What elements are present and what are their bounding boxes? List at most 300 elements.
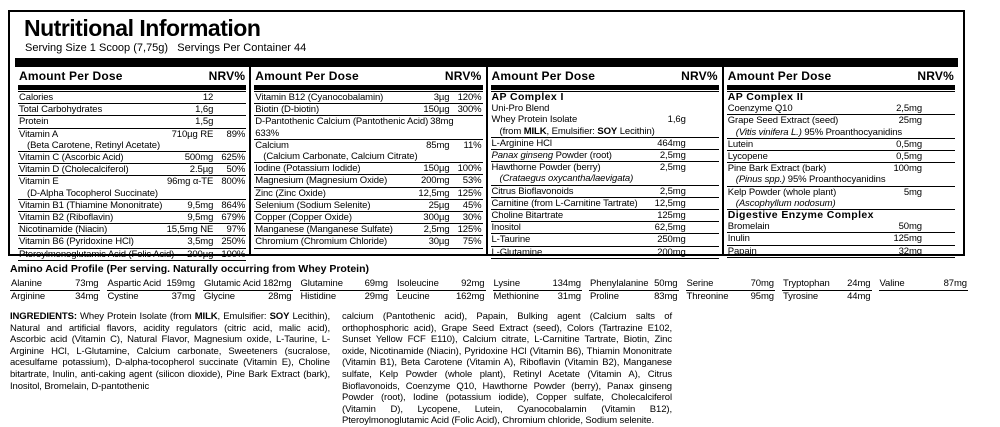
text-segment: L-Arginine HCl (491, 137, 552, 149)
nutrient-amount: 12,5mg (654, 197, 686, 209)
amino-cell (879, 291, 969, 303)
nutrient-nrv: 864% (221, 199, 246, 211)
text-segment: Whey Protein Isolate (491, 114, 578, 126)
nutrition-column-4 (722, 67, 958, 257)
nutrient-label (492, 114, 666, 125)
nutrient-label (19, 164, 188, 175)
nutrient-label (728, 151, 894, 162)
nutrient-row (727, 114, 955, 126)
nutrition-column-2 (249, 67, 485, 254)
nutrient-nrv: 125% (457, 224, 482, 236)
text-segment: SOY (269, 311, 290, 322)
nutrient-sublabel (492, 173, 718, 184)
column-header-bar (254, 85, 482, 90)
nutrient-row (18, 151, 246, 163)
nutrient-row (727, 103, 955, 114)
nutrient-label (728, 115, 897, 126)
nutrition-facts-panel (8, 10, 965, 260)
column-header-bar (727, 85, 955, 90)
text-segment: 95% Proanthocyanidins (785, 174, 886, 186)
nutrient-label (19, 92, 201, 103)
nutrient-subline (18, 188, 246, 199)
nutrient-nrv: 300% (457, 104, 482, 116)
text-segment: , Emulsifier: (217, 311, 270, 322)
column-header (254, 67, 482, 84)
amino-acid-column (300, 278, 390, 303)
nutrient-label (492, 162, 658, 173)
nutrient-row (254, 103, 482, 115)
nutrient-row (727, 150, 955, 162)
nutrient-row (491, 161, 719, 173)
nutrient-row (18, 115, 246, 127)
text-segment: Vitamin A (19, 128, 59, 140)
nutrient-nrv: 45% (462, 199, 482, 211)
nutrient-row (491, 246, 719, 259)
text-segment: Calcium (255, 139, 289, 151)
nutrient-amount: 1,5g (195, 116, 214, 128)
nutrient-sublabel (19, 188, 245, 199)
amino-cell (10, 278, 100, 291)
amino-name: Threonine (686, 291, 729, 302)
amino-name: Cystine (107, 291, 139, 302)
amino-cell (203, 278, 293, 291)
nutrient-label (255, 224, 421, 235)
nutrient-label (728, 103, 894, 114)
amino-acid-column (10, 278, 100, 303)
nutrient-amount: 12 (202, 92, 214, 103)
nrv-header: NRV% (681, 69, 718, 83)
amino-acid-column (203, 278, 293, 303)
text-segment: (Beta Carotene, Retinyl Acetate) (27, 139, 161, 151)
text-segment: Manganese (Manganese Sulfate) (255, 224, 393, 236)
nutrient-row (254, 115, 482, 138)
text-segment: D-Pantothenic Calcium (Pantothenic Acid) (255, 116, 429, 128)
nutrient-amount: 200µg (187, 248, 214, 260)
text-segment: (D-Alpha Tocopherol Succinate) (27, 187, 158, 199)
nutrition-rows (491, 91, 719, 259)
nutrient-amount: 125mg (657, 210, 686, 222)
nutrient-amount: 96mg α-TE (166, 176, 214, 188)
amino-value: 70mg (750, 278, 774, 289)
text-segment: Calories (19, 92, 54, 103)
amino-acid-column (589, 278, 679, 303)
amino-acid-column (107, 278, 197, 303)
amino-name: Isoleucine (397, 278, 439, 289)
nutrient-subline (727, 127, 955, 138)
nutrient-sublabel (255, 151, 481, 162)
nutrient-amount: 2,5mg (659, 185, 686, 197)
text-segment: (Vitis vinifera L.) (735, 126, 802, 138)
text-segment: Pine Bark Extract (bark) (727, 163, 827, 175)
amino-value: 44mg (847, 291, 871, 302)
amount-per-dose-header: Amount Per Dose (19, 69, 123, 83)
text-segment: Lecithin), Natural and artificial flavors, acidity regulators (citric acid, malic acid), Ascorbic acid (Vitamin C), Natural Flavor, Magnesium oxide, L-Taurine, L-Arginine HCl, L-Glutamine, Calcium carbonate, Sweeteners (sucralose, acesulfame potassium), D-alpha-tocopherol succinate (Vitamin E), Choline bitartrate, Inulin, anti-caking agent (silicon dioxide), Pine Bark Extract (bark), Inositol, Bromelain, D-pantothenic (10, 311, 330, 392)
nutrient-row (491, 137, 719, 149)
nutrient-row (491, 103, 719, 114)
section-heading (492, 92, 718, 103)
text-segment: Vitamin D (Cholecalciferol) (19, 164, 129, 176)
nutrient-subline (254, 151, 482, 162)
nutrient-amount: 2,5mg (896, 103, 922, 115)
nutrition-rows (254, 91, 482, 249)
nutrient-row (18, 223, 246, 235)
amino-cell (107, 291, 197, 303)
nutrient-amount: 464mg (657, 137, 686, 149)
column-header (727, 67, 955, 84)
nutrient-row (18, 128, 246, 140)
nutrient-amount: 0,5mg (896, 138, 922, 150)
nutrient-amount: 1,6g (667, 114, 686, 126)
nutrient-row (254, 187, 482, 199)
nutrient-row (254, 91, 482, 103)
amino-name: Valine (879, 278, 905, 289)
nutrient-amount: 32mg (898, 245, 922, 257)
nutrient-label (19, 224, 165, 235)
nutrient-row (727, 162, 955, 174)
nutrient-amount: 2,5mg (423, 224, 450, 236)
column-header-bar (491, 85, 719, 90)
nutrient-label (728, 139, 894, 150)
amino-name: Histidine (300, 291, 337, 302)
nutrient-row (254, 199, 482, 211)
text-segment: MILK (194, 311, 218, 322)
text-segment: Chromium (Chromium Chloride) (255, 236, 388, 248)
amino-value: 134mg (552, 278, 581, 289)
text-segment: Lutein (727, 138, 754, 150)
text-segment: Bromelain (727, 221, 770, 233)
section-heading-row (491, 91, 719, 103)
nutrient-row (254, 235, 482, 248)
nutrient-amount: 710µg RE (171, 128, 214, 140)
nutrient-row (18, 235, 246, 247)
text-segment: Total Carbohydrates (19, 104, 103, 116)
nutrient-amount: 62,5mg (654, 222, 686, 234)
text-segment: Zinc (Zinc Oxide) (255, 187, 326, 199)
amino-name: Leucine (397, 291, 430, 302)
text-segment: Lycopene (727, 151, 768, 163)
text-segment: SOY (597, 125, 618, 137)
amino-name: Phenylalanine (590, 278, 649, 289)
amino-acid-column (879, 278, 969, 303)
nutrient-nrv: 30% (462, 212, 482, 224)
text-segment: Citrus Bioflavonoids (491, 185, 574, 197)
amino-cell (589, 278, 679, 291)
nutrient-row (254, 162, 482, 174)
nutrient-row (491, 185, 719, 197)
amino-cell (493, 291, 583, 303)
nutrient-label (728, 163, 892, 174)
amino-cell (10, 291, 100, 303)
amino-value: 28mg (268, 291, 292, 302)
nutrient-nrv: 633% (255, 127, 280, 139)
section-heading (728, 92, 954, 103)
nutrient-label (255, 200, 426, 211)
ingredients-column-1 (10, 311, 330, 427)
nutrient-row (491, 233, 719, 245)
nutrient-amount: 30µg (428, 236, 450, 248)
text-segment: (Ascophyllum nodosum) (735, 197, 836, 209)
amino-value: 29mg (364, 291, 388, 302)
amino-cell (589, 291, 679, 303)
nutrition-columns (15, 67, 958, 260)
amino-cell (107, 278, 197, 291)
amino-name: Proline (590, 291, 619, 302)
amino-value: 73mg (75, 278, 99, 289)
nutrient-amount: 25µg (428, 199, 450, 211)
amount-per-dose-header: Amount Per Dose (727, 69, 832, 83)
text-segment: L-Glutamine (491, 246, 543, 258)
nutrient-label (255, 116, 428, 127)
nutrient-label (492, 150, 658, 161)
amino-value: 37mg (171, 291, 195, 302)
amino-acid-column (493, 278, 583, 303)
nutrient-amount: 1,6g (195, 104, 214, 116)
nutrient-sublabel (492, 126, 718, 137)
nutrient-subline (727, 198, 955, 209)
amino-cell (686, 291, 776, 303)
text-segment: (from (499, 125, 524, 137)
nutrient-amount: 38mg (430, 116, 454, 128)
nutrient-subline (727, 174, 955, 185)
amino-acid-column (686, 278, 776, 303)
nutrient-row (18, 175, 246, 187)
nutrient-amount: 3µg (433, 92, 450, 103)
nutrient-row (491, 114, 719, 125)
text-segment: AP Complex I (491, 91, 564, 103)
nutrient-amount: 0,5mg (896, 151, 922, 163)
text-segment: Papain (727, 245, 757, 257)
text-segment: Vitamin C (Ascorbic Acid) (19, 152, 124, 164)
section-heading-row (727, 209, 955, 221)
nutrient-amount: 2,5mg (659, 150, 686, 162)
nutrition-column-1 (15, 67, 249, 260)
nutrient-row (254, 174, 482, 186)
ingredients-section (10, 311, 672, 427)
amino-value: 83mg (654, 291, 678, 302)
amino-value: 162mg (455, 291, 485, 302)
nutrient-label (255, 163, 421, 174)
amino-cell (686, 278, 776, 291)
nrv-header: NRV% (444, 69, 482, 83)
nrv-header: NRV% (917, 69, 954, 83)
section-heading (728, 210, 954, 221)
nutrient-subline (491, 173, 719, 184)
nutrient-nrv: 625% (221, 152, 246, 164)
text-segment: Grape Seed Extract (seed) (727, 115, 839, 127)
text-segment: , Emulsifier: (546, 125, 598, 137)
nutrient-nrv: 125% (457, 187, 482, 199)
nutrient-label (19, 200, 185, 211)
nutrient-amount: 12,5mg (418, 187, 450, 199)
nutrient-amount: 3,5mg (187, 236, 214, 248)
text-segment: AP Complex II (727, 91, 804, 103)
text-segment: Powder (root) (553, 150, 612, 162)
nutrient-label (19, 176, 165, 187)
text-segment: Coenzyme Q10 (727, 103, 793, 115)
amino-acid-column (396, 278, 486, 303)
nutrient-nrv: 800% (221, 176, 246, 188)
nutrient-nrv: 679% (221, 212, 246, 224)
amino-cell (879, 278, 969, 291)
nutrient-label (728, 233, 892, 244)
nutrient-sublabel (19, 140, 245, 151)
nutrient-label (255, 140, 424, 151)
nutrient-label (255, 92, 432, 103)
nutrient-sublabel (728, 127, 954, 138)
text-segment: Nicotinamide (Niacin) (19, 224, 108, 236)
amino-value: 69mg (364, 278, 388, 289)
nutrient-label (255, 236, 426, 247)
amino-cell (203, 291, 293, 303)
nutrition-rows (18, 91, 246, 261)
nutrient-label (19, 104, 193, 115)
text-segment: Inositol (491, 222, 521, 234)
nutrient-amount: 2,5mg (659, 162, 686, 174)
nutrient-amount: 250mg (657, 234, 686, 246)
amino-cell (396, 278, 486, 291)
nutrient-label (255, 175, 419, 186)
nutrient-amount: 300µg (423, 212, 450, 224)
nutrient-label (728, 221, 897, 232)
amino-value: 95mg (750, 291, 774, 302)
text-segment: Biotin (D-biotin) (255, 104, 320, 116)
amino-value: 34mg (75, 291, 99, 302)
nutrition-rows (727, 91, 955, 258)
text-segment: L-Taurine (491, 234, 531, 246)
nutrient-amount: 9,5mg (187, 212, 214, 224)
amino-name: Aspartic Acid (107, 278, 162, 289)
nutrient-nrv: 120% (457, 92, 482, 103)
nutrient-amount: 50mg (898, 221, 922, 233)
nutrient-nrv: 250% (221, 236, 246, 248)
nutrient-row (727, 186, 955, 198)
nutrient-row (727, 232, 955, 244)
nutrient-nrv: 100% (221, 248, 246, 260)
text-segment: Kelp Powder (whole plant) (727, 186, 837, 198)
nutrient-sublabel (728, 174, 954, 185)
nutrient-amount: 500mg (184, 152, 214, 164)
text-segment: 95% Proanthocyanidins (801, 126, 903, 138)
nutrient-label (255, 104, 421, 115)
text-segment: Panax ginseng (491, 150, 554, 162)
nutrient-row (254, 211, 482, 223)
nutrient-nrv: 89% (226, 128, 246, 140)
amino-name: Arginine (11, 291, 46, 302)
nutrient-label (492, 198, 653, 209)
nutrient-sublabel (728, 198, 954, 209)
nutrient-amount: 200mg (420, 175, 450, 187)
nutrient-label (19, 236, 185, 247)
nutrient-label (19, 212, 185, 223)
nutrient-nrv: 53% (462, 175, 482, 187)
nutrient-amount: 25mg (898, 115, 922, 127)
nutrient-label (19, 249, 185, 260)
nutrient-row (18, 163, 246, 175)
amino-name: Tryptophan (783, 278, 830, 289)
nutrient-nrv: 11% (463, 139, 482, 151)
text-segment: Iodine (Potassium Iodide) (255, 163, 361, 175)
amino-cell (396, 291, 486, 303)
text-segment: (Crataegus oxycantha/laevigata) (499, 173, 634, 185)
nutrient-label (492, 103, 684, 114)
nutrient-row (727, 221, 955, 232)
amino-name: Glutamic Acid (204, 278, 261, 289)
nutrient-amount: 100mg (893, 163, 922, 175)
column-header (18, 67, 246, 84)
amino-value: 87mg (943, 278, 967, 289)
nutrient-row (491, 209, 719, 221)
nutrient-nrv: 75% (462, 236, 482, 248)
amino-acid-profile (10, 263, 968, 303)
text-segment: Protein (19, 116, 49, 128)
text-segment: Selenium (Sodium Selenite) (255, 199, 371, 211)
amino-cell (493, 278, 583, 291)
amino-cell (300, 291, 390, 303)
amino-name: Alanine (11, 278, 42, 289)
amino-cell (300, 278, 390, 291)
nutrient-row (18, 91, 246, 103)
text-segment: (Calcium Carbonate, Calcium Citrate) (263, 151, 418, 163)
nutrient-label (492, 222, 653, 233)
serving-info: Serving Size 1 Scoop (7,75g) Servings Per Container 44 (25, 42, 307, 54)
amino-value: 24mg (847, 278, 871, 289)
nutrient-label (19, 129, 170, 140)
nutrient-amount: 125mg (893, 233, 922, 245)
amino-name: Serine (686, 278, 714, 289)
text-segment: Vitamin E (19, 176, 59, 188)
amount-per-dose-header: Amount Per Dose (255, 69, 359, 83)
text-segment: Digestive Enzyme Complex (727, 209, 874, 222)
nutrient-subline (18, 140, 246, 151)
amino-name: Lysine (493, 278, 521, 289)
text-segment: (Pinus spp.) (735, 174, 786, 186)
text-segment: Vitamin B1 (Thiamine Mononitrate) (19, 199, 163, 211)
nutrient-nrv: 97% (226, 224, 246, 236)
nutrient-label (255, 188, 416, 199)
amino-name: Glycine (204, 291, 235, 302)
nutrient-row (491, 149, 719, 161)
column-header (491, 67, 719, 84)
nutrient-label (492, 210, 656, 221)
nutrient-amount: 150µg (423, 104, 450, 116)
nutrient-amount: 9,5mg (187, 199, 214, 211)
nutrient-amount: 5mg (903, 186, 922, 198)
nutrition-column-3 (486, 67, 722, 258)
nutrient-label (492, 247, 656, 258)
text-segment: Inulin (727, 233, 750, 245)
nutrient-amount: 2.5µg (189, 164, 214, 176)
nutrient-row (18, 199, 246, 211)
nutrient-wrap-line (255, 116, 481, 127)
amino-acid-column (782, 278, 872, 303)
nutrient-amount: 150µg (423, 163, 450, 175)
nutrient-label (492, 186, 658, 197)
nutrient-amount: 85mg (426, 139, 450, 151)
text-segment: Vitamin B12 (Cyanocobalamin) (255, 92, 384, 103)
text-segment: Whey Protein Isolate (from (80, 311, 195, 322)
text-segment: Choline Bitartrate (491, 210, 564, 222)
text-segment: Copper (Copper Oxide) (255, 212, 352, 224)
amino-value: 159mg (166, 278, 195, 289)
nutrient-label (19, 116, 193, 127)
nutrient-row (18, 248, 246, 261)
nutrient-nrv: 50% (226, 164, 246, 176)
nutrient-row (727, 245, 955, 258)
amino-name: Glutamine (300, 278, 343, 289)
nutrient-label (19, 152, 183, 163)
nutrient-row (254, 139, 482, 151)
nutrient-amount: 15,5mg NE (166, 224, 214, 236)
